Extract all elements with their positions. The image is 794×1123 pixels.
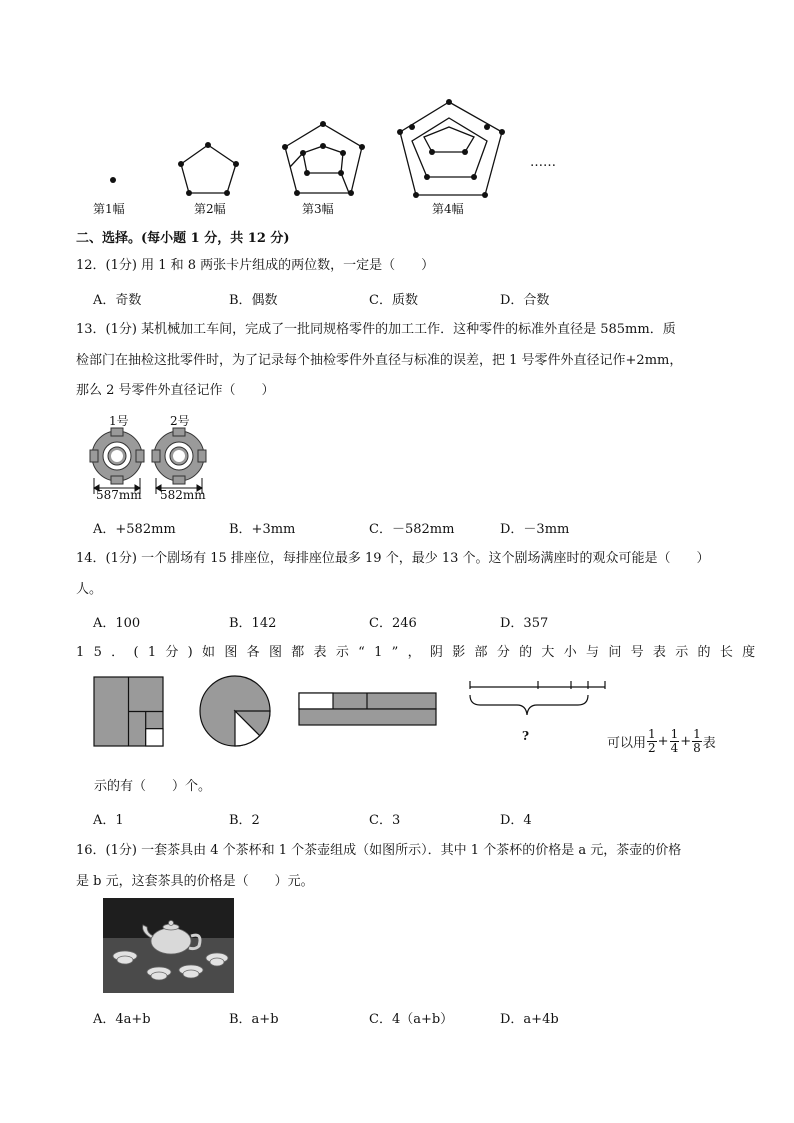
- gear2-icon: [152, 428, 206, 484]
- q13-option-d[interactable]: D．－3mm: [500, 522, 570, 537]
- gear2-size: 582mm: [160, 488, 206, 502]
- plus-sign: +: [657, 734, 669, 749]
- fig1-dot: [110, 177, 116, 183]
- q12-option-d[interactable]: D．合数: [500, 293, 550, 308]
- q15-figures: [90, 675, 630, 755]
- q15-line-figure: [470, 681, 605, 715]
- gear1-label: 1号: [109, 414, 129, 428]
- q12-stem: 12．(1分) 用 1 和 8 两张卡片组成的两位数，一定是（ ）: [76, 258, 435, 273]
- fraction-half: $\frac{1}{2}$: [648, 727, 656, 755]
- q15-bar-figure: [299, 693, 436, 725]
- q14-option-a[interactable]: A．100: [93, 616, 141, 631]
- pentagon-pattern-figures: [0, 0, 794, 200]
- q16-option-c[interactable]: C．4（a+b）: [369, 1012, 454, 1027]
- fig3-caption: 第3幅: [302, 202, 334, 216]
- tea-set-photo: [103, 898, 234, 993]
- q13-option-a[interactable]: A．+582mm: [93, 522, 176, 537]
- q13-option-b[interactable]: B．+3mm: [229, 522, 296, 537]
- fraction-eighth: $\frac{1}{8}$: [693, 727, 701, 755]
- q15-line3: 示的有（ ）个。: [94, 779, 212, 794]
- fraction-quarter: $\frac{1}{4}$: [670, 727, 679, 755]
- q15-option-a[interactable]: A．1: [93, 813, 124, 828]
- fig4-pentagons: [400, 102, 502, 195]
- q14-option-b[interactable]: B．142: [229, 616, 277, 631]
- q15-line1: 15．(1分)如图各图都表示“1”，阴影部分的大小与问号表示的长度: [76, 645, 765, 660]
- plus-sign: +: [680, 734, 692, 749]
- q13-line1: 13．(1分) 某机械加工车间，完成了一批同规格零件的加工工作．这种零件的标准外直径是 585mm．质: [76, 322, 676, 337]
- q15-tail-suffix: 表: [702, 736, 716, 751]
- q15-tail: [607, 728, 716, 755]
- q16-line2: 是 b 元，这套茶具的价格是（ ）元。: [76, 874, 314, 889]
- q15-circle-figure: [200, 676, 270, 746]
- q16-option-b[interactable]: B．a+b: [229, 1012, 279, 1027]
- q16-option-a[interactable]: A．4a+b: [93, 1012, 151, 1027]
- gear1-icon: [90, 428, 144, 484]
- fig4-caption: 第4幅: [432, 202, 464, 216]
- q15-tail-prefix: 可以用: [607, 736, 647, 751]
- q15-square-figure: [94, 677, 163, 746]
- q16-line1: 16．(1分) 一套茶具由 4 个茶杯和 1 个茶壶组成（如图所示）．其中 1 个茶杯的价格是 a 元，茶壶的价格: [76, 843, 682, 858]
- gear1-size: 587mm: [96, 488, 142, 502]
- q14-line1: 14．(1分) 一个剧场有 15 排座位，每排座位最多 19 个，最少 13 个。这个剧场满座时的观众可能是（ ）: [76, 551, 710, 566]
- fig1-caption: 第1幅: [93, 202, 125, 216]
- section-title: 二、选择。(每小题 1 分，共 12 分): [76, 231, 290, 246]
- q14-line2: 人。: [76, 582, 103, 597]
- q14-option-c[interactable]: C．246: [369, 616, 417, 631]
- fig3-pentagons: [285, 124, 362, 193]
- q12-option-b[interactable]: B．偶数: [229, 293, 278, 308]
- q15-option-b[interactable]: B．2: [229, 813, 260, 828]
- q15-option-c[interactable]: C．3: [369, 813, 401, 828]
- q13-line2: 检部门在抽检这批零件时，为了记录每个抽检零件外直径与标准的误差，把 1 号零件外直径记作+2mm，: [76, 353, 683, 368]
- gear2-label: 2号: [170, 414, 190, 428]
- fig2-pentagon: [181, 145, 236, 193]
- ellipsis: ……: [530, 155, 556, 170]
- fig2-caption: 第2幅: [194, 202, 226, 216]
- q12-option-a[interactable]: A．奇数: [93, 293, 142, 308]
- q12-option-c[interactable]: C．质数: [369, 293, 418, 308]
- q14-option-d[interactable]: D．357: [500, 616, 549, 631]
- q15-question-mark: ?: [522, 729, 530, 743]
- q13-line3: 那么 2 号零件外直径记作（ ）: [76, 383, 275, 398]
- q13-option-c[interactable]: C．－582mm: [369, 522, 455, 537]
- q15-option-d[interactable]: D．4: [500, 813, 532, 828]
- q16-option-d[interactable]: D．a+4b: [500, 1012, 559, 1027]
